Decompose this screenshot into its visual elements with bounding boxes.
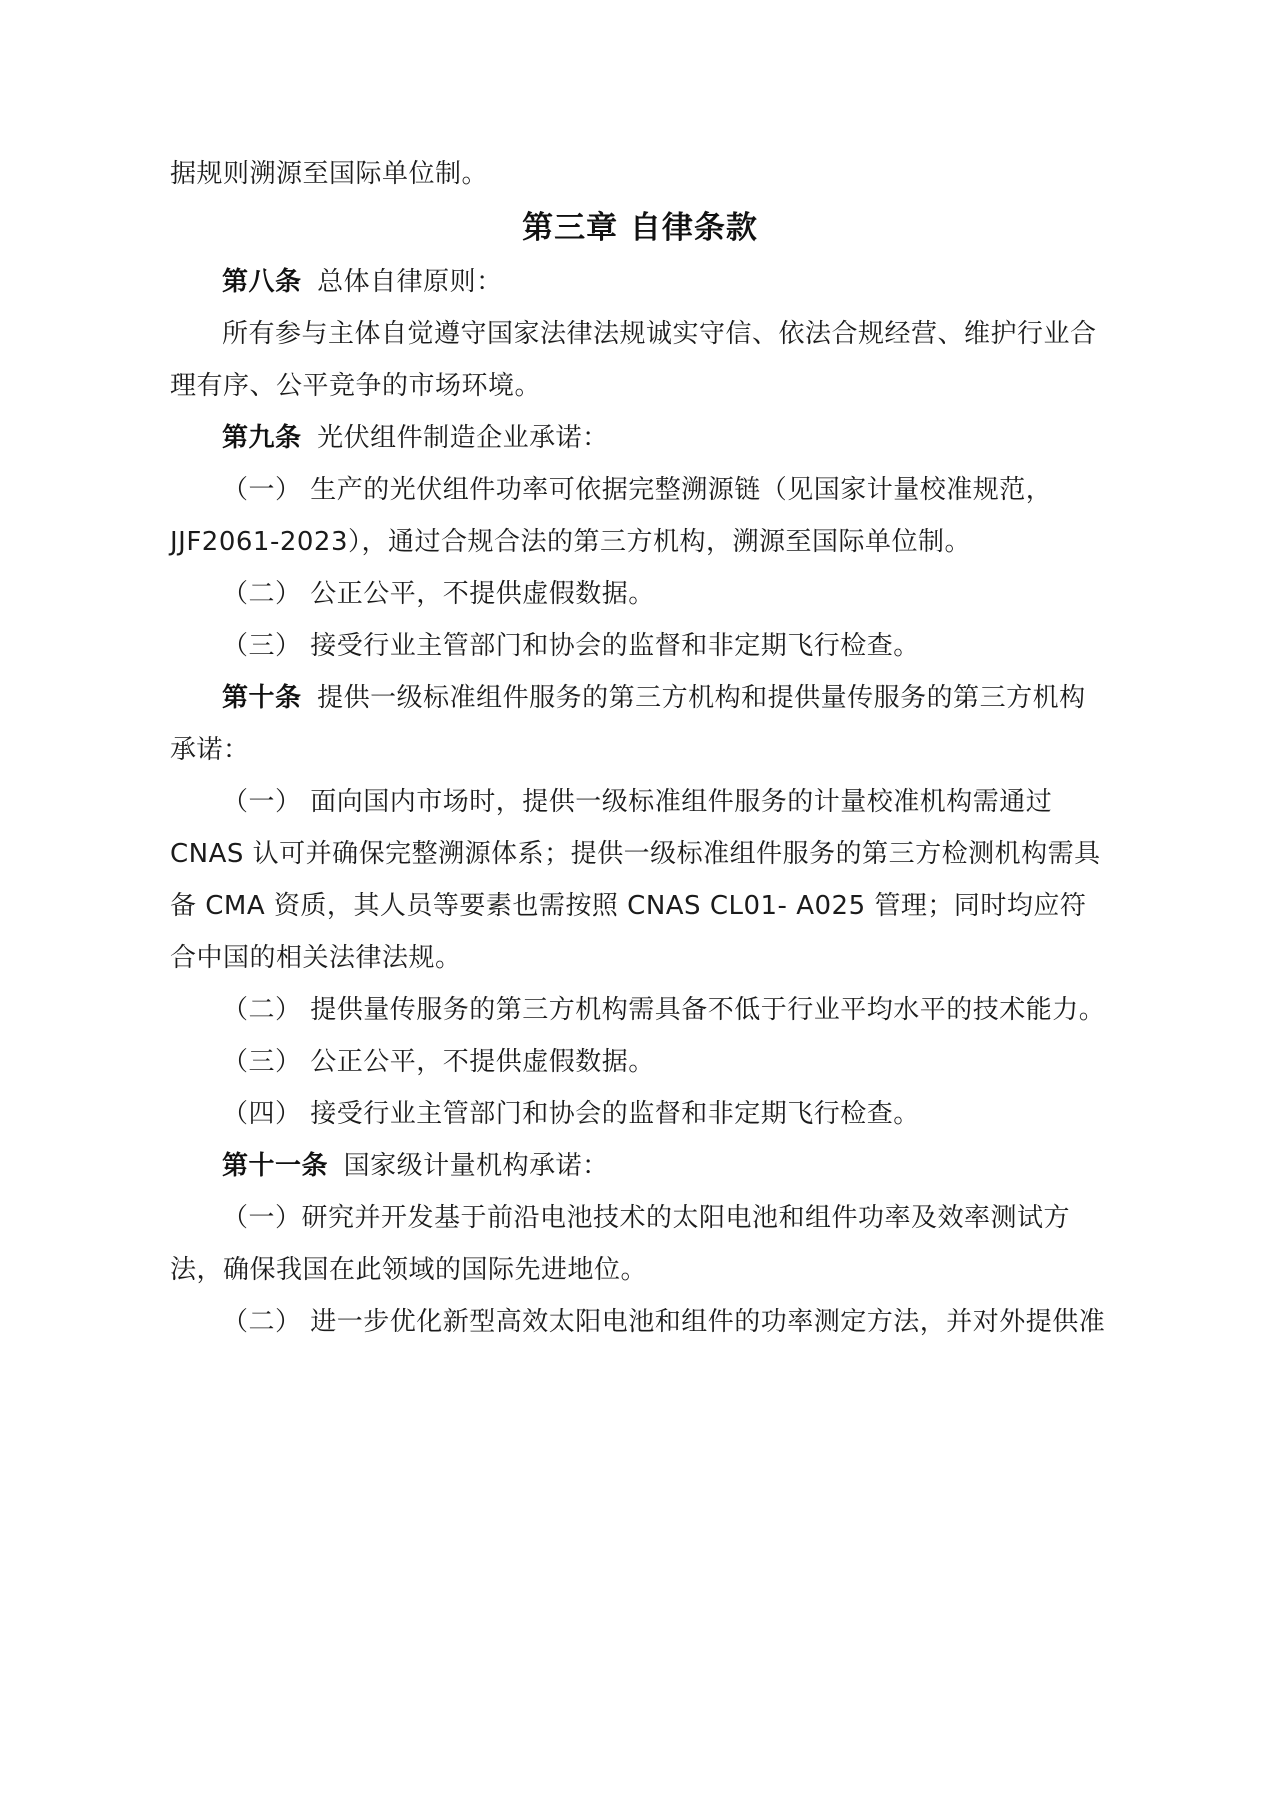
article-10-label: 第十条 [222,683,302,713]
article-11-opening [170,1140,1110,1192]
article-8-title: 总体自律原则： [317,267,503,297]
article-11-title: 国家级计量机构承诺： [343,1151,609,1181]
article-9-item-3: （三） 接受行业主管部门和协会的监督和非定期飞行检查。 [222,631,920,661]
article-11-item-1: （一）研究并开发基于前沿电池技术的太阳电池和组件功率及效率测试方法，确保我国在此领域的国际先进地位。 [170,1203,1071,1285]
article-9-label: 第九条 [222,423,302,453]
article-10-title: 提供一级标准组件服务的第三方机构和提供量传服务的第三方机构承诺： [170,683,1086,765]
article-8-opening [170,256,1110,308]
article-9-opening [170,412,1110,464]
continuation-paragraph: 据规则溯源至国际单位制。 [170,159,489,189]
chapter-heading: 第三章 自律条款 [522,210,758,246]
article-8-label: 第八条 [222,267,302,297]
article-11-item-2: （二） 进一步优化新型高效太阳电池和组件的功率测定方法，并对外提供准 [222,1307,1106,1337]
article-9-title: 光伏组件制造企业承诺： [317,423,609,453]
article-10-opening [170,672,1110,776]
article-10-item-3: （三） 公正公平，不提供虚假数据。 [222,1047,655,1077]
article-9-item-1: （一） 生产的光伏组件功率可依据完整溯源链（见国家计量校准规范，JJF2061-2023），通过合规合法的第三方机构，溯源至国际单位制。 [170,475,1053,557]
article-10-item-4: （四） 接受行业主管部门和协会的监督和非定期飞行检查。 [222,1099,920,1129]
article-9-item-2: （二） 公正公平，不提供虚假数据。 [222,579,655,609]
article-11-label: 第十一条 [222,1151,329,1181]
article-8-paragraph: 所有参与主体自觉遵守国家法律法规诚实守信、依法合规经营、维护行业合理有序、公平竞争的市场环境。 [170,319,1097,401]
article-10-item-1: （一） 面向国内市场时，提供一级标准组件服务的计量校准机构需通过 CNAS 认可并确保完整溯源体系；提供一级标准组件服务的第三方检测机构需具备 CMA 资质，其人员等要素也需按照 CNAS CL01- A025 管理；同时均应符合中国的相关法律法规。 [170,787,1101,973]
article-10-item-2: （二） 提供量传服务的第三方机构需具备不低于行业平均水平的技术能力。 [222,995,1106,1025]
